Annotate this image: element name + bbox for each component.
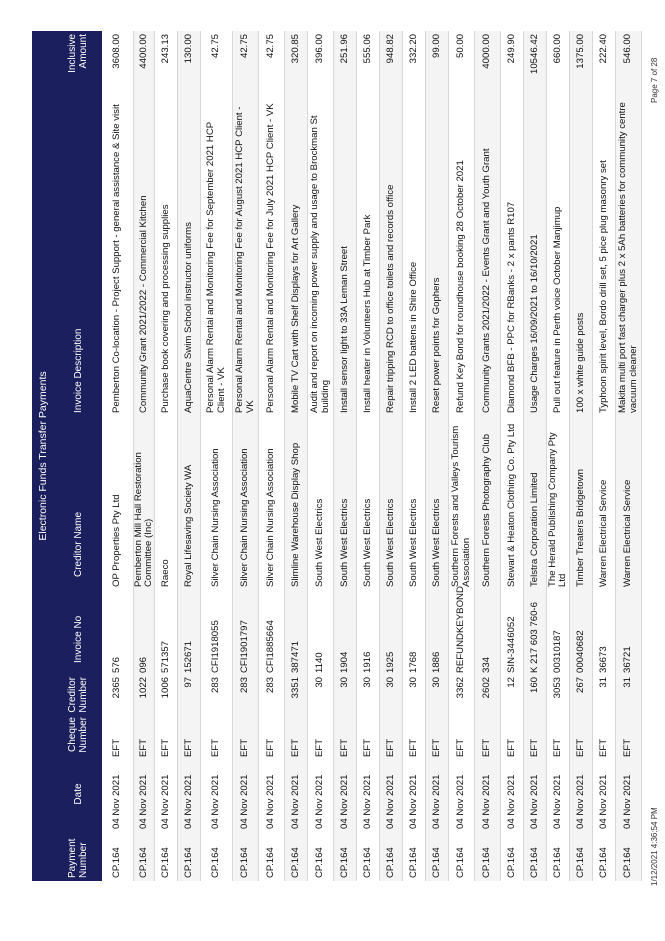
cell-cheque-number: EFT xyxy=(505,738,517,757)
table-row xyxy=(570,31,593,881)
header-creditor-number: Creditor Number xyxy=(67,677,89,713)
cell-cheque-number: EFT xyxy=(384,738,396,757)
table-row xyxy=(475,31,501,881)
cell-cheque-number: EFT xyxy=(159,738,171,757)
cell-creditor-name: Silver Chain Nursing Association xyxy=(210,448,222,587)
header-invoice-no: Invoice No xyxy=(72,615,84,663)
cell-date: 04 Nov 2021 xyxy=(182,774,194,829)
cell-cheque-number: EFT xyxy=(111,738,123,757)
cell-invoice-description: Personal Alarm Rental and Monitoring Fee for September 2021 HCP Client - VK xyxy=(205,122,227,413)
cell-invoice-no: CFI1885664 xyxy=(265,620,277,673)
cell-cheque-number: EFT xyxy=(314,738,326,757)
cell-invoice-description: Community Grants 2021/2022 - Events Grant and Youth Grant xyxy=(481,148,493,413)
cell-invoice-description: Personal Alarm Rental and Monitoring Fee for July 2021 HCP Client - VK xyxy=(265,103,277,413)
header-cheque-number: Cheque Number xyxy=(67,717,89,753)
cell-creditor-name: South West Electrics xyxy=(384,498,396,587)
cell-invoice-no: CFI1901797 xyxy=(239,620,251,673)
cell-creditor-number: 30 xyxy=(407,677,419,688)
cell-date: 04 Nov 2021 xyxy=(361,774,373,829)
cell-inclusive-amount: 555.06 xyxy=(361,34,373,64)
cell-date: 04 Nov 2021 xyxy=(430,774,442,829)
cell-creditor-number: 30 xyxy=(430,677,442,688)
cell-payment-number: CP.164 xyxy=(289,847,301,878)
table-row xyxy=(308,31,334,881)
cell-cheque-number: EFT xyxy=(455,738,467,757)
cell-creditor-number: 1006 xyxy=(159,677,171,699)
cell-creditor-number: 283 xyxy=(210,677,222,694)
cell-invoice-description: Usage Charges 16/09/2021 to 16/10/2021 xyxy=(528,234,540,413)
table-row xyxy=(155,31,178,881)
cell-invoice-no: 00040682 xyxy=(574,630,586,673)
cell-inclusive-amount: 99.00 xyxy=(430,34,442,59)
cell-creditor-name: South West Electrics xyxy=(430,498,442,587)
cell-creditor-number: 30 xyxy=(338,677,350,688)
cell-cheque-number: EFT xyxy=(528,738,540,757)
cell-payment-number: CP.164 xyxy=(137,847,149,878)
cell-inclusive-amount: 130.00 xyxy=(182,34,194,64)
cell-inclusive-amount: 320.85 xyxy=(289,34,301,64)
cell-payment-number: CP.164 xyxy=(159,847,171,878)
cell-invoice-no: 387471 xyxy=(289,640,301,673)
cell-date: 04 Nov 2021 xyxy=(159,774,171,829)
cell-invoice-no: 1886 xyxy=(430,651,442,673)
cell-invoice-description: Diamond BFB - PPC for RBanks - 2 x pants R107 xyxy=(505,201,517,413)
cell-creditor-number: 97 xyxy=(182,677,194,688)
cell-invoice-description: 100 x white guide posts xyxy=(574,312,586,413)
cell-creditor-name: Pemberton Mill Hall Restoration Committee (Inc) xyxy=(132,452,154,587)
cell-date: 04 Nov 2021 xyxy=(407,774,419,829)
cell-creditor-name: South West Electrics xyxy=(338,498,350,587)
cell-creditor-name: Silver Chain Nursing Association xyxy=(265,448,277,587)
cell-date: 04 Nov 2021 xyxy=(597,774,609,829)
cell-date: 04 Nov 2021 xyxy=(210,774,222,829)
cell-creditor-name: Timber Treaters Bridgetown xyxy=(574,468,586,587)
cell-creditor-number: 30 xyxy=(384,677,396,688)
cell-cheque-number: EFT xyxy=(265,738,277,757)
cell-creditor-name: Southern Forests Photography Club xyxy=(481,433,493,587)
cell-invoice-no: SIN-3446052 xyxy=(505,616,517,673)
cell-payment-number: CP.164 xyxy=(481,847,493,878)
table-row xyxy=(449,31,475,881)
cell-inclusive-amount: 1375.00 xyxy=(574,34,586,69)
cell-creditor-number: 2365 xyxy=(111,677,123,699)
cell-cheque-number: EFT xyxy=(137,738,149,757)
cell-invoice-no: 152671 xyxy=(182,640,194,673)
table-row xyxy=(357,31,380,881)
cell-inclusive-amount: 3608.00 xyxy=(111,34,123,69)
cell-creditor-name: Telstra Corporation Limited xyxy=(528,472,540,587)
cell-payment-number: CP.164 xyxy=(528,847,540,878)
cell-payment-number: CP.164 xyxy=(111,847,123,878)
cell-invoice-no: 1768 xyxy=(407,651,419,673)
cell-creditor-number: 2602 xyxy=(481,677,493,699)
cell-creditor-number: 3362 xyxy=(455,677,467,699)
cell-inclusive-amount: 42.75 xyxy=(239,34,251,59)
cell-invoice-description: Install sensor light to 33A Leman Street xyxy=(338,246,350,413)
cell-cheque-number: EFT xyxy=(622,738,634,757)
cell-creditor-number: 160 xyxy=(528,677,540,694)
cell-date: 04 Nov 2021 xyxy=(289,774,301,829)
cell-creditor-number: 283 xyxy=(239,677,251,694)
table-row xyxy=(547,31,570,881)
cell-invoice-no: 36721 xyxy=(622,646,634,673)
cell-invoice-description: Purchase book covering and processing supplies xyxy=(159,204,171,413)
cell-invoice-no: CFI1918055 xyxy=(210,620,222,673)
cell-payment-number: CP.164 xyxy=(430,847,442,878)
cell-creditor-name: The Herald Publishing Company Pty Ltd xyxy=(546,432,568,587)
header-payment-number: Payment Number xyxy=(67,838,89,878)
cell-inclusive-amount: 42.75 xyxy=(265,34,277,59)
table-row xyxy=(201,31,233,881)
cell-invoice-no: 096 xyxy=(137,656,149,673)
cell-inclusive-amount: 251.96 xyxy=(338,34,350,64)
cell-cheque-number: EFT xyxy=(597,738,609,757)
cell-inclusive-amount: 42.75 xyxy=(210,34,222,59)
table-row xyxy=(616,31,642,881)
cell-creditor-number: 12 xyxy=(505,677,517,688)
cell-date: 04 Nov 2021 xyxy=(528,774,540,829)
cell-payment-number: CP.164 xyxy=(239,847,251,878)
cell-payment-number: CP.164 xyxy=(314,847,326,878)
cell-creditor-name: Southern Forests and Valleys Tourism Association xyxy=(450,425,472,587)
cell-inclusive-amount: 546.00 xyxy=(622,34,634,64)
table-row xyxy=(134,31,155,881)
cell-payment-number: CP.164 xyxy=(182,847,194,878)
cell-creditor-number: 30 xyxy=(361,677,373,688)
cell-invoice-description: Pull out feature in Perth voice October Manjimup xyxy=(551,206,563,413)
cell-payment-number: CP.164 xyxy=(455,847,467,878)
cell-invoice-description: Audit and report on incoming power supply and usage to Brockman St building xyxy=(309,115,331,413)
header-invoice-description: Invoice Description xyxy=(72,328,84,413)
cell-creditor-name: Silver Chain Nursing Association xyxy=(239,448,251,587)
cell-inclusive-amount: 4400.00 xyxy=(137,34,149,69)
cell-invoice-no: 334 xyxy=(481,656,493,673)
cell-cheque-number: EFT xyxy=(338,738,350,757)
cell-payment-number: CP.164 xyxy=(361,847,373,878)
cell-payment-number: CP.164 xyxy=(338,847,350,878)
cell-invoice-no: 1916 xyxy=(361,651,373,673)
cell-inclusive-amount: 222.40 xyxy=(597,34,609,64)
cell-payment-number: CP.164 xyxy=(265,847,277,878)
cell-date: 04 Nov 2021 xyxy=(481,774,493,829)
cell-inclusive-amount: 243.13 xyxy=(159,34,171,64)
cell-cheque-number: EFT xyxy=(407,738,419,757)
cell-invoice-description: Pemberton Co-location - Project Support - general assistance & Site visit xyxy=(111,104,123,413)
cell-creditor-number: 30 xyxy=(314,677,326,688)
cell-date: 04 Nov 2021 xyxy=(111,774,123,829)
cell-creditor-number: 1022 xyxy=(137,677,149,699)
cell-creditor-number: 267 xyxy=(574,677,586,694)
cell-invoice-description: Refund Key Bond for roundhouse booking 28 October 2021 xyxy=(455,160,467,413)
cell-payment-number: CP.164 xyxy=(505,847,517,878)
cell-cheque-number: EFT xyxy=(210,738,222,757)
cell-date: 04 Nov 2021 xyxy=(265,774,277,829)
cell-invoice-no: 571357 xyxy=(159,640,171,673)
cell-invoice-no: 1925 xyxy=(384,651,396,673)
cell-cheque-number: EFT xyxy=(182,738,194,757)
cell-creditor-number: 31 xyxy=(622,677,634,688)
cell-invoice-no: 576 xyxy=(111,656,123,673)
cell-cheque-number: EFT xyxy=(574,738,586,757)
table-row xyxy=(501,31,524,881)
cell-inclusive-amount: 4000.00 xyxy=(481,34,493,69)
cell-payment-number: CP.164 xyxy=(210,847,222,878)
cell-creditor-name: OP Properties Pty Ltd xyxy=(111,494,123,587)
cell-invoice-description: Community Grant 2021/2022 - Commercial Kitchen xyxy=(137,195,149,413)
header-inclusive-amount: Inclusive Amount xyxy=(67,34,89,73)
cell-inclusive-amount: 948.82 xyxy=(384,34,396,64)
table-header xyxy=(54,31,102,881)
cell-cheque-number: EFT xyxy=(239,738,251,757)
cell-payment-number: CP.164 xyxy=(551,847,563,878)
table-row xyxy=(285,31,308,881)
table-row xyxy=(334,31,357,881)
cell-inclusive-amount: 249.90 xyxy=(505,34,517,64)
cell-invoice-description: Mobile TV Cart with Shelf Displays for Art Gallery xyxy=(289,204,301,413)
cell-payment-number: CP.164 xyxy=(597,847,609,878)
cell-invoice-no: 36673 xyxy=(597,646,609,673)
cell-invoice-description: Personal Alarm Rental and Monitoring Fee for August 2021 HCP Client - VK xyxy=(234,106,256,413)
cell-creditor-number: 3351 xyxy=(289,677,301,699)
cell-payment-number: CP.164 xyxy=(622,847,634,878)
cell-inclusive-amount: 332.20 xyxy=(407,34,419,64)
cell-cheque-number: EFT xyxy=(481,738,493,757)
cell-creditor-name: Warren Electrical Service xyxy=(597,479,609,587)
cell-invoice-no: 1140 xyxy=(314,652,326,673)
cell-creditor-name: Slimline Warehouse Display Shop xyxy=(289,442,301,587)
cell-inclusive-amount: 660.00 xyxy=(551,34,563,64)
page-number: Page 7 of 28 xyxy=(650,57,659,103)
cell-invoice-no: 00310187 xyxy=(551,630,563,673)
cell-creditor-name: Warren Electrical Service xyxy=(622,479,634,587)
cell-date: 04 Nov 2021 xyxy=(384,774,396,829)
cell-invoice-description: Repair tripping RCD to office toilets and records office xyxy=(384,184,396,413)
cell-cheque-number: EFT xyxy=(551,738,563,757)
cell-date: 04 Nov 2021 xyxy=(239,774,251,829)
header-creditor-name: Creditor Name xyxy=(72,511,84,577)
cell-creditor-name: South West Electrics xyxy=(361,498,373,587)
cell-cheque-number: EFT xyxy=(430,738,442,757)
table-row xyxy=(426,31,449,881)
cell-payment-number: CP.164 xyxy=(407,847,419,878)
cell-creditor-number: 3053 xyxy=(551,677,563,699)
table-row xyxy=(403,31,426,881)
table-row xyxy=(380,31,403,881)
cell-cheque-number: EFT xyxy=(289,738,301,757)
cell-invoice-no: K 217 603 760-6 xyxy=(528,602,540,673)
cell-invoice-no: 1904 xyxy=(338,651,350,673)
table-row xyxy=(593,31,616,881)
cell-invoice-description: Install 2 LED battens in Shire Office xyxy=(407,261,419,413)
cell-date: 04 Nov 2021 xyxy=(137,774,149,829)
cell-date: 04 Nov 2021 xyxy=(622,774,634,829)
cell-creditor-number: 283 xyxy=(265,677,277,694)
cell-inclusive-amount: 396.00 xyxy=(314,34,326,64)
cell-date: 04 Nov 2021 xyxy=(338,774,350,829)
header-date: Date xyxy=(72,783,84,805)
cell-date: 04 Nov 2021 xyxy=(455,774,467,829)
cell-date: 04 Nov 2021 xyxy=(551,774,563,829)
cell-date: 04 Nov 2021 xyxy=(314,774,326,829)
cell-invoice-description: Makita multi port fast charger plus 2 x 5Ah batteries for community centre vacuum cleaner xyxy=(617,102,639,413)
cell-creditor-name: Raeco xyxy=(159,559,171,587)
table-row xyxy=(524,31,547,881)
table-body xyxy=(102,31,642,881)
cell-date: 04 Nov 2021 xyxy=(574,774,586,829)
cell-invoice-description: Install heater in Volunteers Hub at Timber Park xyxy=(361,214,373,413)
cell-invoice-no: REFUNDKEYBOND xyxy=(455,586,467,673)
table-row xyxy=(102,31,134,881)
table-row xyxy=(233,31,259,881)
cell-inclusive-amount: 50.00 xyxy=(455,34,467,59)
report-title: Electronic Funds Transfer Payments xyxy=(32,31,54,881)
cell-creditor-name: South West Electrics xyxy=(314,498,326,587)
cell-inclusive-amount: 10546.42 xyxy=(528,34,540,75)
cell-creditor-name: Stewart & Heaton Clothing Co. Pty Ltd xyxy=(505,423,517,587)
cell-invoice-description: Typhoon spirit level, Bordo drill set, 5 pice plug masonry set xyxy=(597,160,609,413)
cell-creditor-name: Royal Lifesaving Society WA xyxy=(182,464,194,587)
cell-date: 04 Nov 2021 xyxy=(505,774,517,829)
cell-creditor-number: 31 xyxy=(597,677,609,688)
table-row xyxy=(178,31,201,881)
cell-creditor-name: South West Electrics xyxy=(407,498,419,587)
cell-cheque-number: EFT xyxy=(361,738,373,757)
cell-invoice-description: Reset power points for Gophers xyxy=(430,277,442,413)
cell-payment-number: CP.164 xyxy=(384,847,396,878)
cell-payment-number: CP.164 xyxy=(574,847,586,878)
print-timestamp: 1/12/2021 4:36:54 PM xyxy=(650,807,659,886)
table-row xyxy=(259,31,285,881)
cell-invoice-description: AquaCentre Swim School instructor uniforms xyxy=(182,222,194,413)
